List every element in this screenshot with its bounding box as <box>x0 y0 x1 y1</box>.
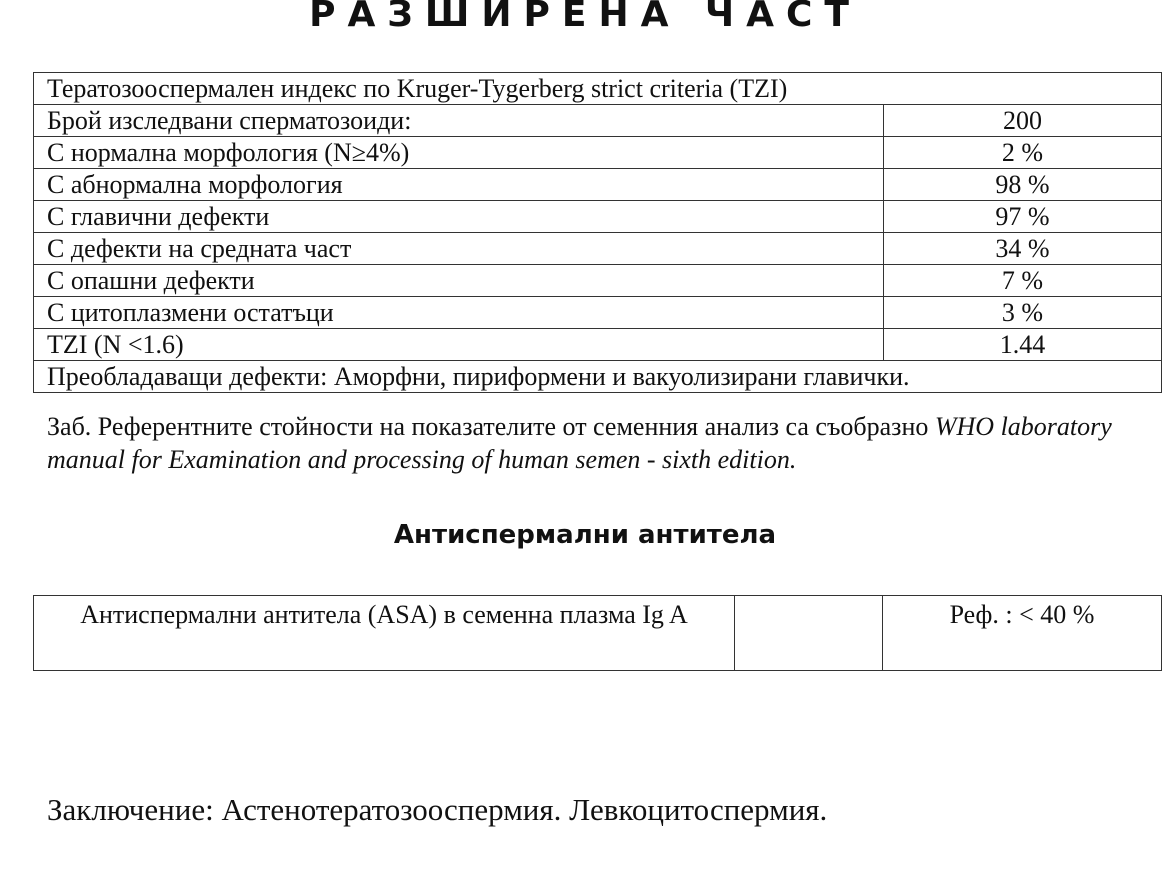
tzi-header: Тератозооспермален индекс по Kruger-Tygerberg strict criteria (TZI) <box>34 73 1162 105</box>
row-label: Брой изследвани сперматозоиди: <box>34 105 884 137</box>
note-prefix: Заб. Референтните стойности на показателите от семенния анализ са съобразно <box>47 412 935 441</box>
row-value: 2 % <box>884 137 1162 169</box>
table-row <box>34 201 1162 233</box>
tzi-header-row <box>34 73 1162 105</box>
row-label: С дефекти на средната част <box>34 233 884 265</box>
row-value: 1.44 <box>884 329 1162 361</box>
row-value: 3 % <box>884 297 1162 329</box>
tzi-table <box>33 72 1162 393</box>
tzi-footer-row <box>34 361 1162 393</box>
row-value: 98 % <box>884 169 1162 201</box>
row-value: 97 % <box>884 201 1162 233</box>
table-row <box>34 233 1162 265</box>
row-label: С цитоплазмени остатъци <box>34 297 884 329</box>
note-source: WHO laboratory manual for Examination and processing of human semen - sixth edition. <box>47 412 1112 474</box>
table-row <box>34 329 1162 361</box>
page-title: РАЗШИРЕНА ЧАСТ <box>309 0 861 35</box>
table-row <box>34 596 1162 671</box>
predominant-defects: Преобладаващи дефекти: Аморфни, пириформени и вакуолизирани главички. <box>34 361 1162 393</box>
row-label: С главични дефекти <box>34 201 884 233</box>
table-row <box>34 297 1162 329</box>
asa-result <box>735 596 883 671</box>
reference-note <box>47 410 1157 476</box>
asa-reference: Реф. : < 40 % <box>883 596 1162 671</box>
row-value: 7 % <box>884 265 1162 297</box>
asa-table <box>33 595 1162 671</box>
table-row <box>34 265 1162 297</box>
table-row <box>34 105 1162 137</box>
row-value: 34 % <box>884 233 1162 265</box>
row-label: С нормална морфология (N≥4%) <box>34 137 884 169</box>
row-label: С опашни дефекти <box>34 265 884 297</box>
conclusion: Заключение: Астенотератозооспермия. Левкоцитоспермия. <box>47 792 828 827</box>
table-row <box>34 169 1162 201</box>
asa-label: Антиспермални антитела (ASA) в семенна плазма Ig A <box>34 596 735 671</box>
row-label: TZI (N <1.6) <box>34 329 884 361</box>
table-row <box>34 137 1162 169</box>
row-label: С абнормална морфология <box>34 169 884 201</box>
asa-section-title: Антиспермални антитела <box>393 520 777 550</box>
row-value: 200 <box>884 105 1162 137</box>
